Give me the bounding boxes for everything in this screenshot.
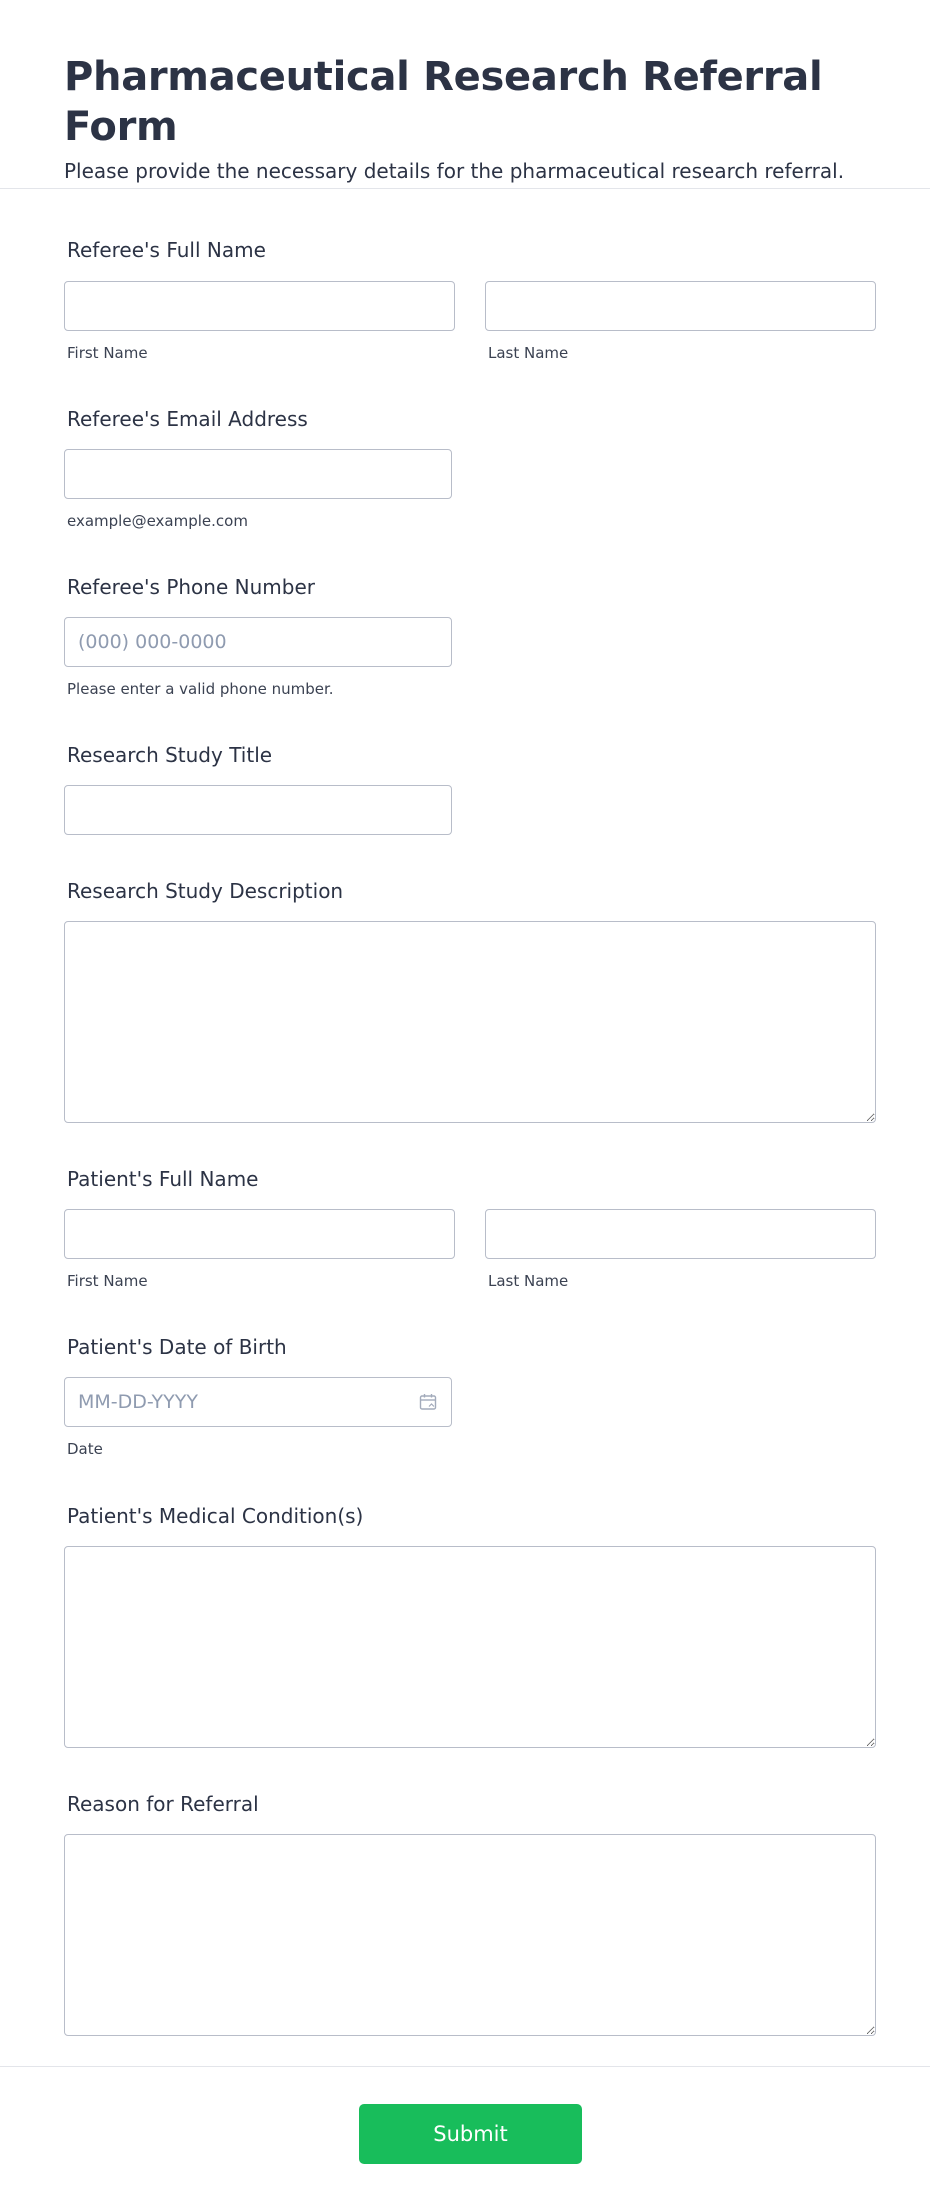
referral-reason-textarea[interactable]	[64, 1834, 876, 2036]
patient-first-name-input[interactable]	[64, 1209, 455, 1259]
submit-button[interactable]: Submit	[359, 2104, 582, 2164]
form-subtitle: Please provide the necessary details for the pharmaceutical research referral.	[64, 159, 845, 183]
footer-divider	[0, 2066, 930, 2067]
referee-name-label: Referee's Full Name	[67, 238, 266, 262]
study-description-label: Research Study Description	[67, 879, 344, 903]
patient-name-label: Patient's Full Name	[67, 1167, 259, 1191]
study-title-label: Research Study Title	[67, 743, 273, 767]
patient-dob-sublabel: Date	[67, 1440, 103, 1458]
patient-last-name-sublabel: Last Name	[488, 1272, 569, 1290]
patient-dob-label: Patient's Date of Birth	[67, 1335, 287, 1359]
medical-conditions-textarea[interactable]	[64, 1546, 876, 1748]
referee-phone-label: Referee's Phone Number	[67, 575, 315, 599]
calendar-icon[interactable]	[419, 1393, 437, 1411]
study-description-textarea[interactable]	[64, 921, 876, 1123]
patient-last-name-input[interactable]	[485, 1209, 876, 1259]
referral-reason-label: Reason for Referral	[67, 1792, 259, 1816]
referee-first-name-input[interactable]	[64, 281, 455, 331]
referee-last-name-input[interactable]	[485, 281, 876, 331]
referee-email-input[interactable]	[64, 449, 452, 499]
medical-conditions-label: Patient's Medical Condition(s)	[67, 1504, 364, 1528]
study-title-input[interactable]	[64, 785, 452, 835]
form-header	[0, 0, 930, 188]
patient-first-name-sublabel: First Name	[67, 1272, 148, 1290]
header-divider	[0, 188, 930, 189]
referee-first-name-sublabel: First Name	[67, 344, 148, 362]
referee-email-label: Referee's Email Address	[67, 407, 308, 431]
patient-dob-input[interactable]	[64, 1377, 452, 1427]
referee-phone-input[interactable]	[64, 617, 452, 667]
form-title: Pharmaceutical Research Referral Form	[64, 54, 823, 150]
referee-phone-sublabel: Please enter a valid phone number.	[67, 680, 334, 698]
referee-email-sublabel: example@example.com	[67, 512, 248, 530]
referee-last-name-sublabel: Last Name	[488, 344, 569, 362]
